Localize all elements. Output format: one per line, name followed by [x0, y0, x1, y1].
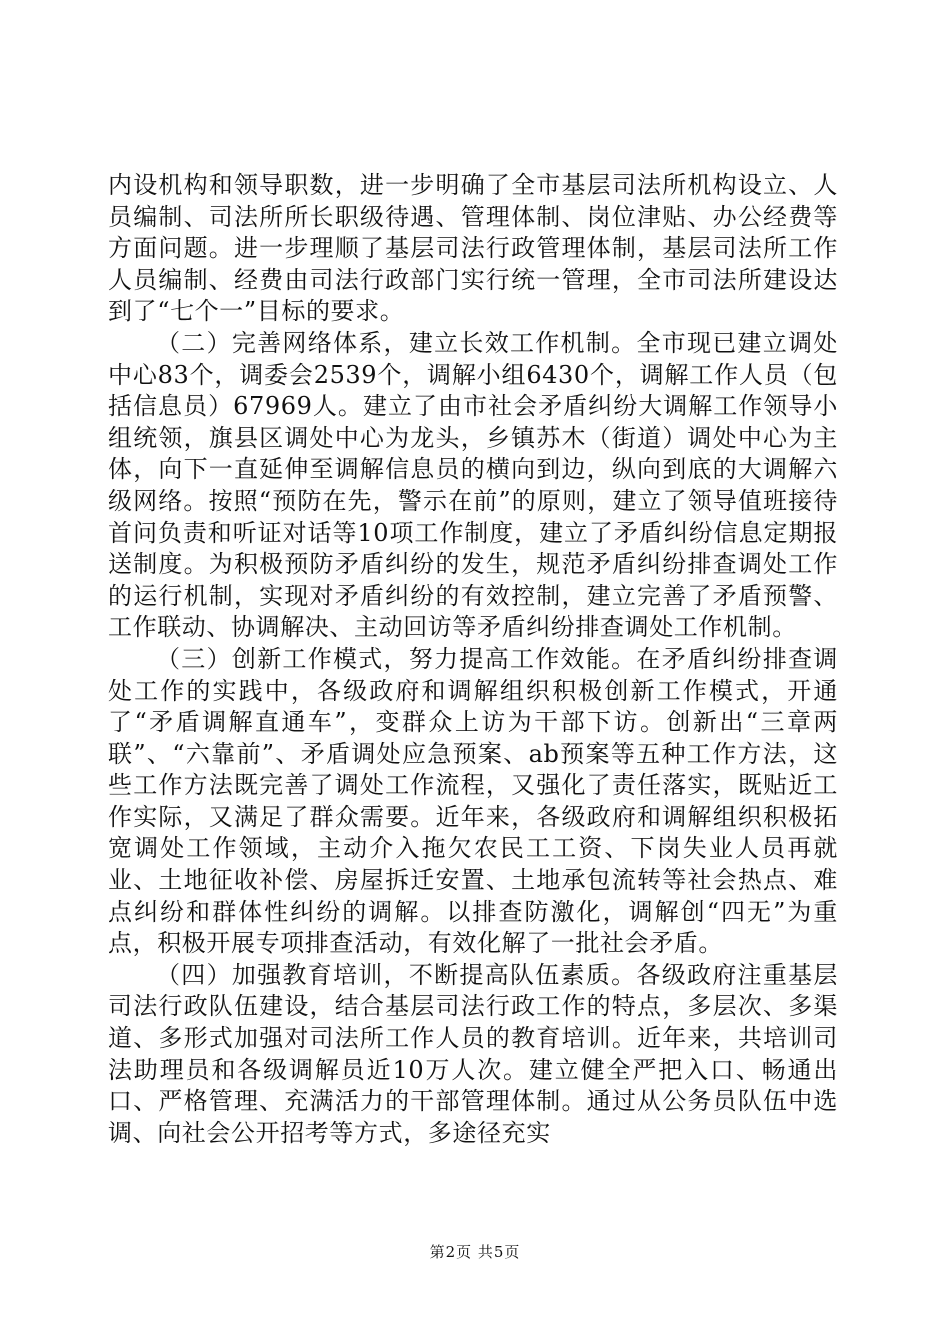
paragraph-section-4: （四）加强教育培训，不断提高队伍素质。各级政府注重基层司法行政队伍建设，结合基层司法行政工作的特点，多层次、多渠道、多形式加强对司法所工作人员的教育培训。近年来，共培训司法助理员和各级调解员近10万人次。建立健全严把入口、畅通出口、严格管理、充满活力的干部管理体制。通过从公务员队伍中选调、向社会公开招考等方式，多途径充实	[108, 960, 838, 1147]
paragraph-continuation: 内设机构和领导职数，进一步明确了全市基层司法所机构设立、人员编制、司法所所长职级待遇、管理体制、岗位津贴、办公经费等方面问题。进一步理顺了基层司法行政管理体制，基层司法所工作人员编制、经费由司法行政部门实行统一管理，全市司法所建设达到了“七个一”目标的要求。	[108, 171, 838, 326]
document-body	[108, 170, 838, 1149]
paragraph-section-3: （三）创新工作模式，努力提高工作效能。在矛盾纠纷排查调处工作的实践中，各级政府和调解组织积极创新工作模式，开通了“矛盾调解直通车”，变群众上访为干部下访。创新出“三章两联”、“六靠前”、矛盾调处应急预案、ab预案等五种工作方法，这些工作方法既完善了调处工作流程，又强化了责任落实，既贴近工作实际，又满足了群众需要。近年来，各级政府和调解组织积极拓宽调处工作领域，主动介入拖欠农民工工资、下岗失业人员再就业、土地征收补偿、房屋拆迁安置、土地承包流转等社会热点、难点纠纷和群体性纠纷的调解。以排查防激化，调解创“四无”为重点，积极开展专项排查活动，有效化解了一批社会矛盾。	[108, 644, 838, 958]
paragraph-section-2: （二）完善网络体系，建立长效工作机制。全市现已建立调处中心83个，调委会2539个，调解小组6430个，调解工作人员（包括信息员）67969人。建立了由市社会矛盾纠纷大调解工作领导小组统领，旗县区调处中心为龙头，乡镇苏木（街道）调处中心为主体，向下一直延伸至调解信息员的横向到边，纵向到底的大调解六级网络。按照“预防在先，警示在前”的原则，建立了领导值班接待首问负责和听证对话等10项工作制度，建立了矛盾纠纷信息定期报送制度。为积极预防矛盾纠纷的发生，规范矛盾纠纷排查调处工作的运行机制，实现对矛盾纠纷的有效控制，建立完善了矛盾预警、工作联动、协调解决、主动回访等矛盾纠纷排查调处工作机制。	[108, 328, 838, 642]
page-footer: 第2页 共5页	[429, 1243, 521, 1261]
